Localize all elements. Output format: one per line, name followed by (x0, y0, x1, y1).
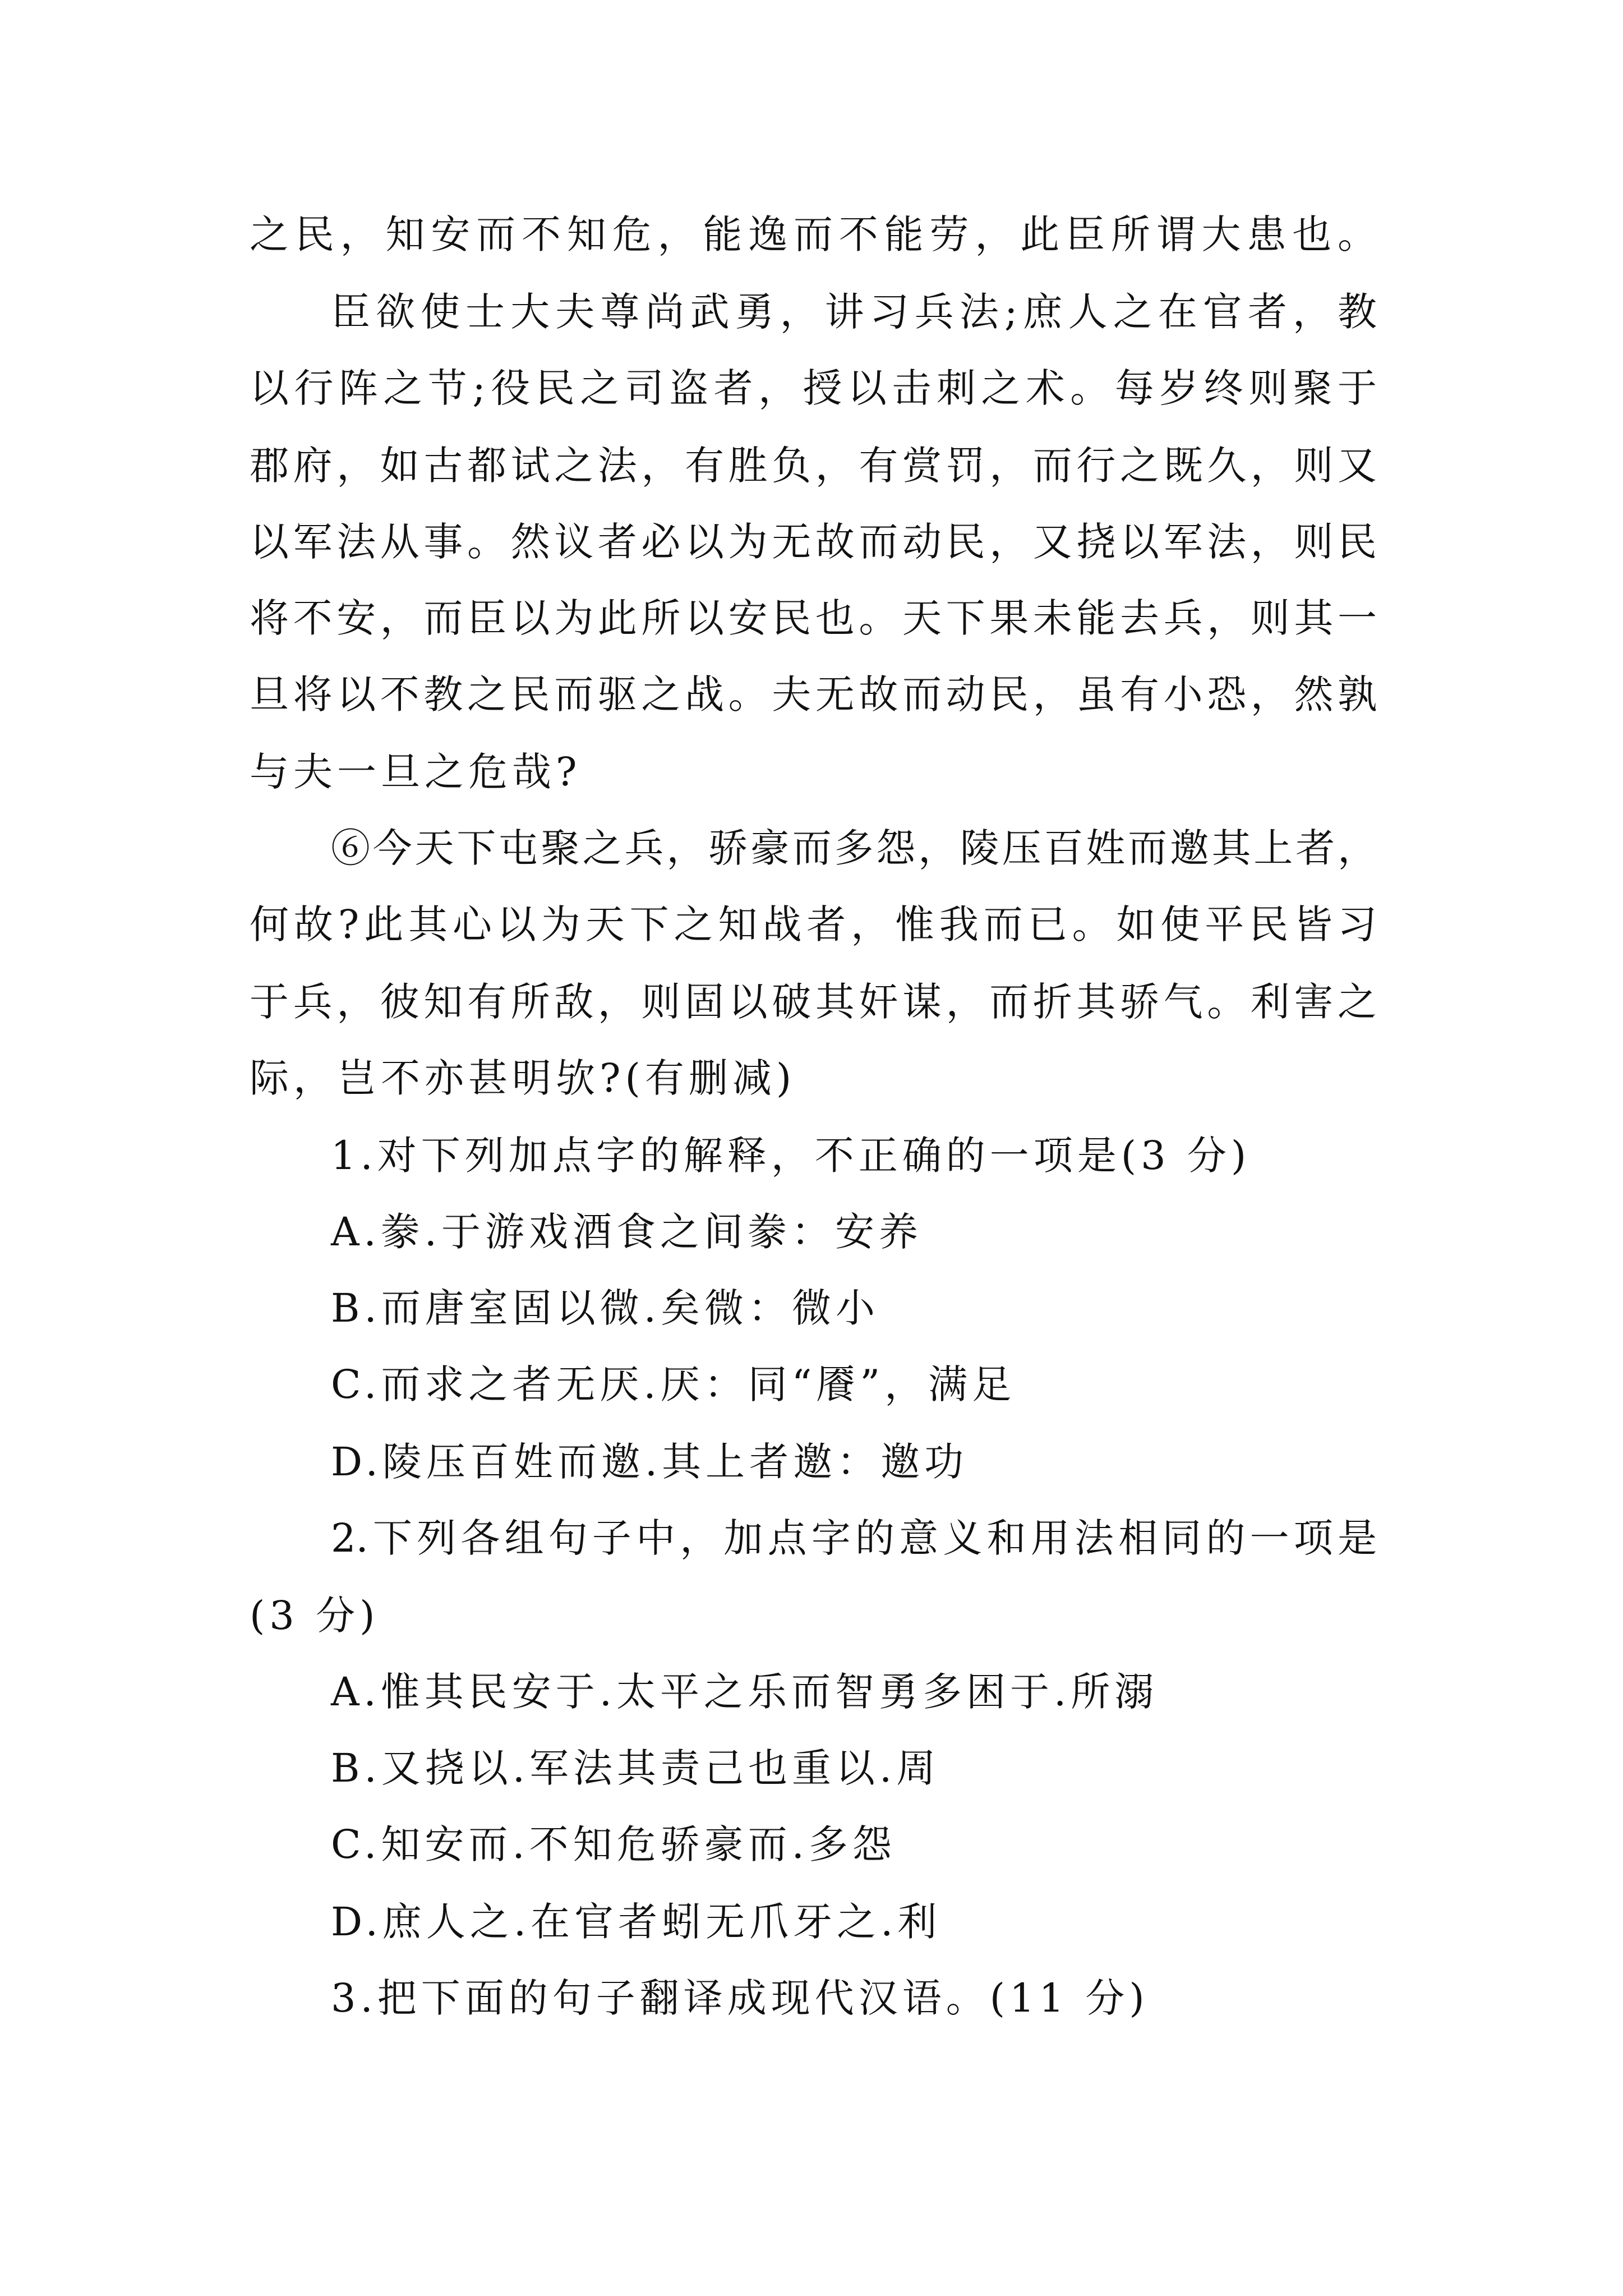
text-line: 何故?此其心以为天下之知战者，惟我而已。如使平民皆习 (250, 901, 1377, 947)
question-1-option-d: D.陵压百姓而邀.其上者邀：邀功 (331, 1439, 969, 1485)
text-line: 郡府，如古都试之法，有胜负，有赏罚，而行之既久，则又 (250, 443, 1377, 489)
text-line: 与夫一旦之危哉? (250, 749, 582, 795)
question-1: 1.对下列加点字的解释，不正确的一项是(3 分) (331, 1133, 1251, 1179)
paragraph-first-line: 臣欲使士大夫尊尚武勇，讲习兵法;庶人之在官者，教 (331, 289, 1377, 335)
question-2-option-a: A.惟其民安于.太平之乐而智勇多困于.所溺 (331, 1669, 1159, 1715)
question-1-option-b: B.而唐室固以微.矣微：微小 (331, 1285, 879, 1331)
question-2-option-b: B.又挠以.军法其责己也重以.周 (331, 1745, 940, 1791)
text-line: 以军法从事。然议者必以为无故而动民，又挠以军法，则民 (250, 519, 1377, 565)
paragraph-first-line: ⑥今天下屯聚之兵，骄豪而多怨，陵压百姓而邀其上者， (331, 825, 1377, 871)
question-1-option-c: C.而求之者无厌.厌：同“餍”，满足 (331, 1361, 1016, 1407)
question-2-option-d: D.庶人之.在官者蚓无爪牙之.利 (331, 1899, 942, 1945)
question-2-score: (3 分) (250, 1593, 380, 1639)
question-3: 3.把下面的句子翻译成现代汉语。(11 分) (331, 1975, 1149, 2021)
question-2: 2.下列各组句子中，加点字的意义和用法相同的一项是 (331, 1515, 1377, 1561)
text-line: 之民，知安而不知危，能逸而不能劳，此臣所谓大患也。 (250, 211, 1377, 257)
question-1-option-a: A.豢.于游戏酒食之间豢：安养 (331, 1209, 923, 1255)
question-2-option-c: C.知安而.不知危骄豪而.多怨 (331, 1821, 896, 1867)
text-line: 际，岂不亦甚明欤?(有删减) (250, 1055, 796, 1101)
text-line: 于兵，彼知有所敌，则固以破其奸谋，而折其骄气。利害之 (250, 979, 1377, 1025)
text-line: 将不安，而臣以为此所以安民也。天下果未能去兵，则其一 (250, 595, 1377, 641)
text-line: 旦将以不教之民而驱之战。夫无故而动民，虽有小恐，然孰 (250, 671, 1377, 717)
text-line: 以行阵之节;役民之司盗者，授以击刺之术。每岁终则聚于 (250, 365, 1377, 411)
